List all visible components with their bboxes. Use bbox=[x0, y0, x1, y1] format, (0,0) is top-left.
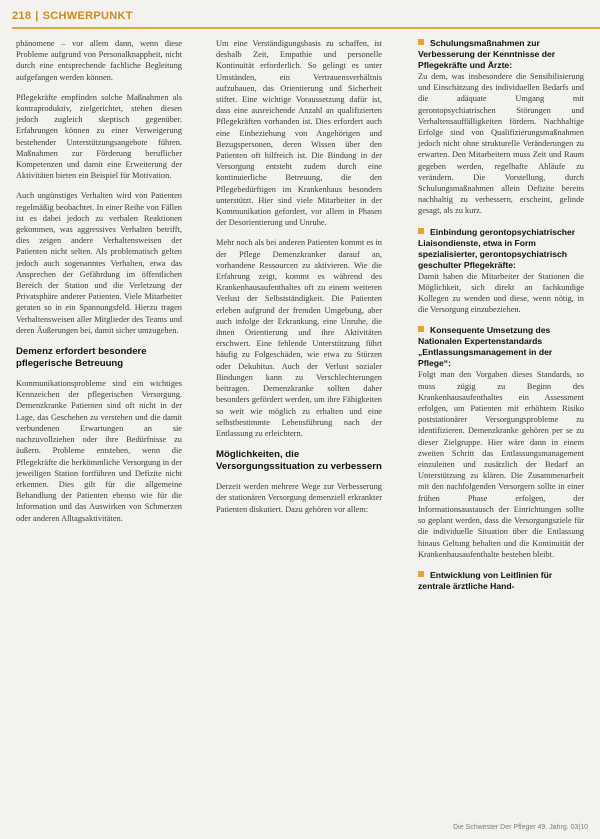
subheading: Möglichkeiten, die Versorgungssituation zu verbessern bbox=[216, 449, 382, 473]
header-rule bbox=[12, 27, 600, 29]
bullet-square-icon bbox=[418, 228, 424, 234]
header-separator: | bbox=[35, 10, 39, 22]
paragraph: Pflegekräfte empfinden solche Maßnahmen als kontraproduktiv, zielgerichtet, stehen diesen jedoch zugleich skeptisch gegenüber. Erfahrungen können zu einer Verweigerung bestehender Unterstützungsangebote führen. Maßnahmen zur Förderung beruflicher Kompetenzen und damit eine Erweiterung der Aktivitäten bieten ein Beispiel für Motivation. bbox=[16, 92, 182, 181]
bullet-item bbox=[418, 570, 584, 592]
bullet-text: Folgt man den Vorgaben dieses Standards, so muss zügig zu Beginn des Krankenhausaufenthaltes ein Assessment erfolgen, um Patienten mit erhöhtem Risiko poststationärer Versorgungsprobleme zu identifizieren. Demenzkranke gehören per se zu dieser Zielgruppe. Hier wäre dann in einem zweiten Schritt das Entlassungsmanagement einzuleiten und zusätzlich der Bedarf an Unterstützung zu klären. Die Zusammenarbeit mit den nachfolgenden Versorgern sollte in einer frühen Phase erfolgen, der Informationsaustausch der Einrichtungen sollte so geplant werden, dass die Versorgungsziele für die individuelle Situation über die Entlassung hinaus Geltung behalten und die Kontinuität der Krankenhausaufenthalte bestehen bleibt. bbox=[418, 370, 584, 559]
bullet-square-icon bbox=[418, 571, 424, 577]
page-number: 218 bbox=[12, 10, 32, 22]
subheading: Demenz erfordert besondere pflegerische Betreuung bbox=[16, 346, 147, 370]
page-header bbox=[12, 6, 600, 26]
column-1 bbox=[16, 38, 182, 533]
paragraph: Derzeit werden mehrere Wege zur Verbesserung der stationären Versorgung demenziell erkrankter Patienten diskutiert. Dazu gehören vor allem: bbox=[216, 482, 382, 514]
paragraph: Um eine Verständigungsbasis zu schaffen, ist deshalb Zeit, Empathie und personelle Kontinuität erforderlich. So gelingt es unter Umständen, ein Vertrauensverhältnis aufzubauen, das Orientierung und Sicherheit stiftet. Eine wichtige Voraussetzung dafür ist, dass eine ausreichende Anzahl an qualifizierten Pflegekräften vorhanden ist. Dies erfordert auch eine Einbeziehung von Angehörigen und Bezugspersonen, deren Wissen über den Patienten oft hilfreich ist. Die Bindung in der Versorgung entsteht zudem durch eine kontinuierliche Betreuung, die den Pflegebedürftigen im Krankenhaus besonders unterstützt. Hier sind viele Mitarbeiter in der Kommunikation gefordert, vor allem in Phasen der Desorientierung und Unruhe. bbox=[216, 39, 382, 228]
paragraph: phänomene – vor allem dann, wenn diese Probleme aufgrund von Personalknappheit, nicht durch eine entsprechende fachliche Begleitung aufgefangen werden können. bbox=[16, 39, 182, 82]
paragraph: Auch ungünstiges Verhalten wird von Patienten regelmäßig beobachtet. In einer Reihe von Fällen ist es dabei jedoch zu verbalen Reaktionen gekommen, was aggressives Verhalten betrifft, dies zeigen andere Verhaltensweisen der Patienten nicht selten. Als problematisch gelten jedoch auch sogenanntes Verhalten, etwa das Ansprechen der Gefährdung im öffentlichen Bereich der Station und die Verletzung der Privatsphäre anderer Patienten. Viele Mitarbeiter geraten so in ein Spannungsfeld. Hierzu tragen Verhaltensweisen aller Mitglieder des Teams und deren Äußerungen bei, damit sicher umzugehen. bbox=[16, 191, 182, 335]
paragraph: Kommunikationsprobleme sind ein wichtiges Kennzeichen der pflegerischen Versorgung. Demenzkranke Patienten sind oft nicht in der Lage, das Geschehen zu verstehen und die damit verbundenen Erwartungen an sie nachzuvollziehen oder ihre Bedürfnisse zu äußern. Probleme entstehen, wenn die Pflegekräfte die herkömmliche Versorgung in der jeweiligen Station fortführen und Defizite nicht erkennen. Dies gilt für die allgemeine Behandlung der Patienten ebenso wie für die Information und das Auswirken von Schmerzen oder anderen Alltagsaktivitäten. bbox=[16, 379, 182, 523]
bullet-text: Zu dem, was insbesondere die Sensibilisierung und Einschätzung des individuellen Bedarfs und die adäquate Umgang mit gerontopsychiatrischen Störungen und Verhaltensauffälligkeiten fördern. Nachhaltige Erfolge sind von Qualifizierungsmaßnahmen jedoch nicht ohne strukturelle Veränderungen zu erwarten. Den Mitarbeitern muss Zeit und Raum gegeben werden, regelhafte Abläufe zu verändern. Die Vorstellung, durch Schulungsmaßnahmen allein Defizite bereits nachhaltig zu verbessern, erscheint, gelinde gesagt, als zu kurz. bbox=[418, 72, 584, 216]
bullet-square-icon bbox=[418, 39, 424, 45]
bullet-square-icon bbox=[418, 326, 424, 332]
bullet-item bbox=[418, 325, 584, 559]
bullet-title: Schulungsmaßnahmen zur Verbesserung der Kenntnisse der Pflegekräfte und Ärzte: bbox=[418, 38, 556, 70]
bullet-title: Entwicklung von Leitlinien für zentrale ärztliche Hand- bbox=[418, 569, 553, 591]
column-3 bbox=[418, 38, 584, 602]
paragraph: Mehr noch als bei anderen Patienten kommt es in der Pflege Demenzkranker darauf an, vorhandene Ressourcen zu aktivieren. Wie die Erfahrung zeigt, kommt es während des Krankenhausaufenthaltes oft zu einem weiteren Verlust der Selbstständigkeit. Die Patienten erleben aufgrund der fremden Umgebung, aber auch infolge der Erkrankung, eine Unruhe, die ihnen Orientierung und ihre Aktivitäten erschwert. Eine fehlende Unterstützung führt häufig zu Folgeschäden, wie etwa zu Stürzen oder Dekubitus. Auch der Verlust sozialer Bindungen kann zu Verschlechterungen beitragen. Demenzkranke sollten daher besonders gefördert werden, um ihre Fähigkeiten so weit wie möglich zu erhalten und eine selbstbestimmte Lebensführung nach der Entlassung zu erleichtern. bbox=[216, 238, 382, 438]
column-2 bbox=[216, 38, 382, 524]
section-title: SCHWERPUNKT bbox=[42, 10, 133, 22]
bullet-item bbox=[418, 38, 584, 217]
bullet-title: Einbindung gerontopsychiatrischer Liaisondienste, etwa in Form spezialisierter, gerontopsychiatrisch geschulter Pflegekräfte: bbox=[418, 226, 576, 270]
bullet-text: Damit haben die Mitarbeiter der Stationen die Möglichkeit, sich direkt an fachkundige Kollegen zu wenden und diese, wenn nötig, in die Versorgung einzubeziehen. bbox=[418, 271, 584, 315]
bullet-item bbox=[418, 227, 584, 316]
page-footer: Die Schwester Der Pfleger 49. Jahrg. 03|10 bbox=[453, 824, 588, 831]
bullet-title: Konsequente Umsetzung des Nationalen Expertenstandards „Entlassungsmanagement in der Pflege“: bbox=[418, 325, 553, 369]
